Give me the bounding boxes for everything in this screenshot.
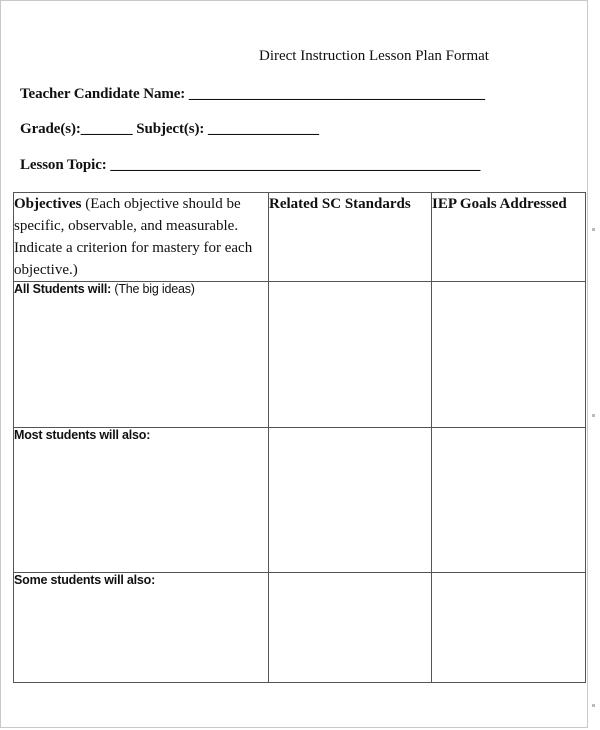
row-label-cell[interactable] <box>14 428 269 573</box>
objectives-header <box>14 193 269 282</box>
table-row <box>14 428 586 573</box>
standards-cell[interactable] <box>269 573 432 683</box>
table-row <box>14 282 586 428</box>
grade-blank[interactable]: _______ <box>80 121 133 137</box>
lesson-plan-table <box>13 192 586 683</box>
table-header-row <box>14 193 586 282</box>
subject-label: Subject(s): <box>136 121 205 137</box>
objectives-header-note: (Each objective should be specific, observable, and measurable. Indicate a criterion for mastery for each objective.) <box>14 196 253 278</box>
scroll-marker <box>592 228 595 231</box>
row-label-cell[interactable] <box>14 573 269 683</box>
iep-cell[interactable] <box>432 282 586 428</box>
subject-blank[interactable]: _______________ <box>207 121 319 137</box>
standards-cell[interactable] <box>269 428 432 573</box>
grade-subject-field <box>20 121 319 138</box>
lesson-topic-field <box>20 157 480 174</box>
document-title: Direct Instruction Lesson Plan Format <box>259 48 489 64</box>
lesson-topic-label: Lesson Topic: <box>20 157 107 173</box>
row-label: Most students will also: <box>14 428 151 442</box>
standards-header-title: Related SC Standards <box>269 196 411 212</box>
iep-cell[interactable] <box>432 573 586 683</box>
objectives-header-title: Objectives <box>14 196 82 212</box>
standards-header <box>269 193 432 282</box>
row-label: All Students will: <box>14 282 112 296</box>
row-label: Some students will also: <box>14 573 156 587</box>
lesson-topic-blank[interactable]: __________________________________________________ <box>110 157 481 173</box>
iep-header <box>432 193 586 282</box>
scroll-marker <box>592 414 595 417</box>
scroll-marker <box>592 704 595 707</box>
row-label-cell[interactable] <box>14 282 269 428</box>
grade-label: Grade(s): <box>20 121 81 137</box>
teacher-name-blank[interactable]: ________________________________________ <box>188 86 485 102</box>
table-row <box>14 573 586 683</box>
teacher-name-label: Teacher Candidate Name: <box>20 86 186 102</box>
teacher-name-field <box>20 86 485 103</box>
iep-cell[interactable] <box>432 428 586 573</box>
iep-header-title: IEP Goals Addressed <box>432 196 567 212</box>
row-note: (The big ideas) <box>111 282 195 296</box>
standards-cell[interactable] <box>269 282 432 428</box>
